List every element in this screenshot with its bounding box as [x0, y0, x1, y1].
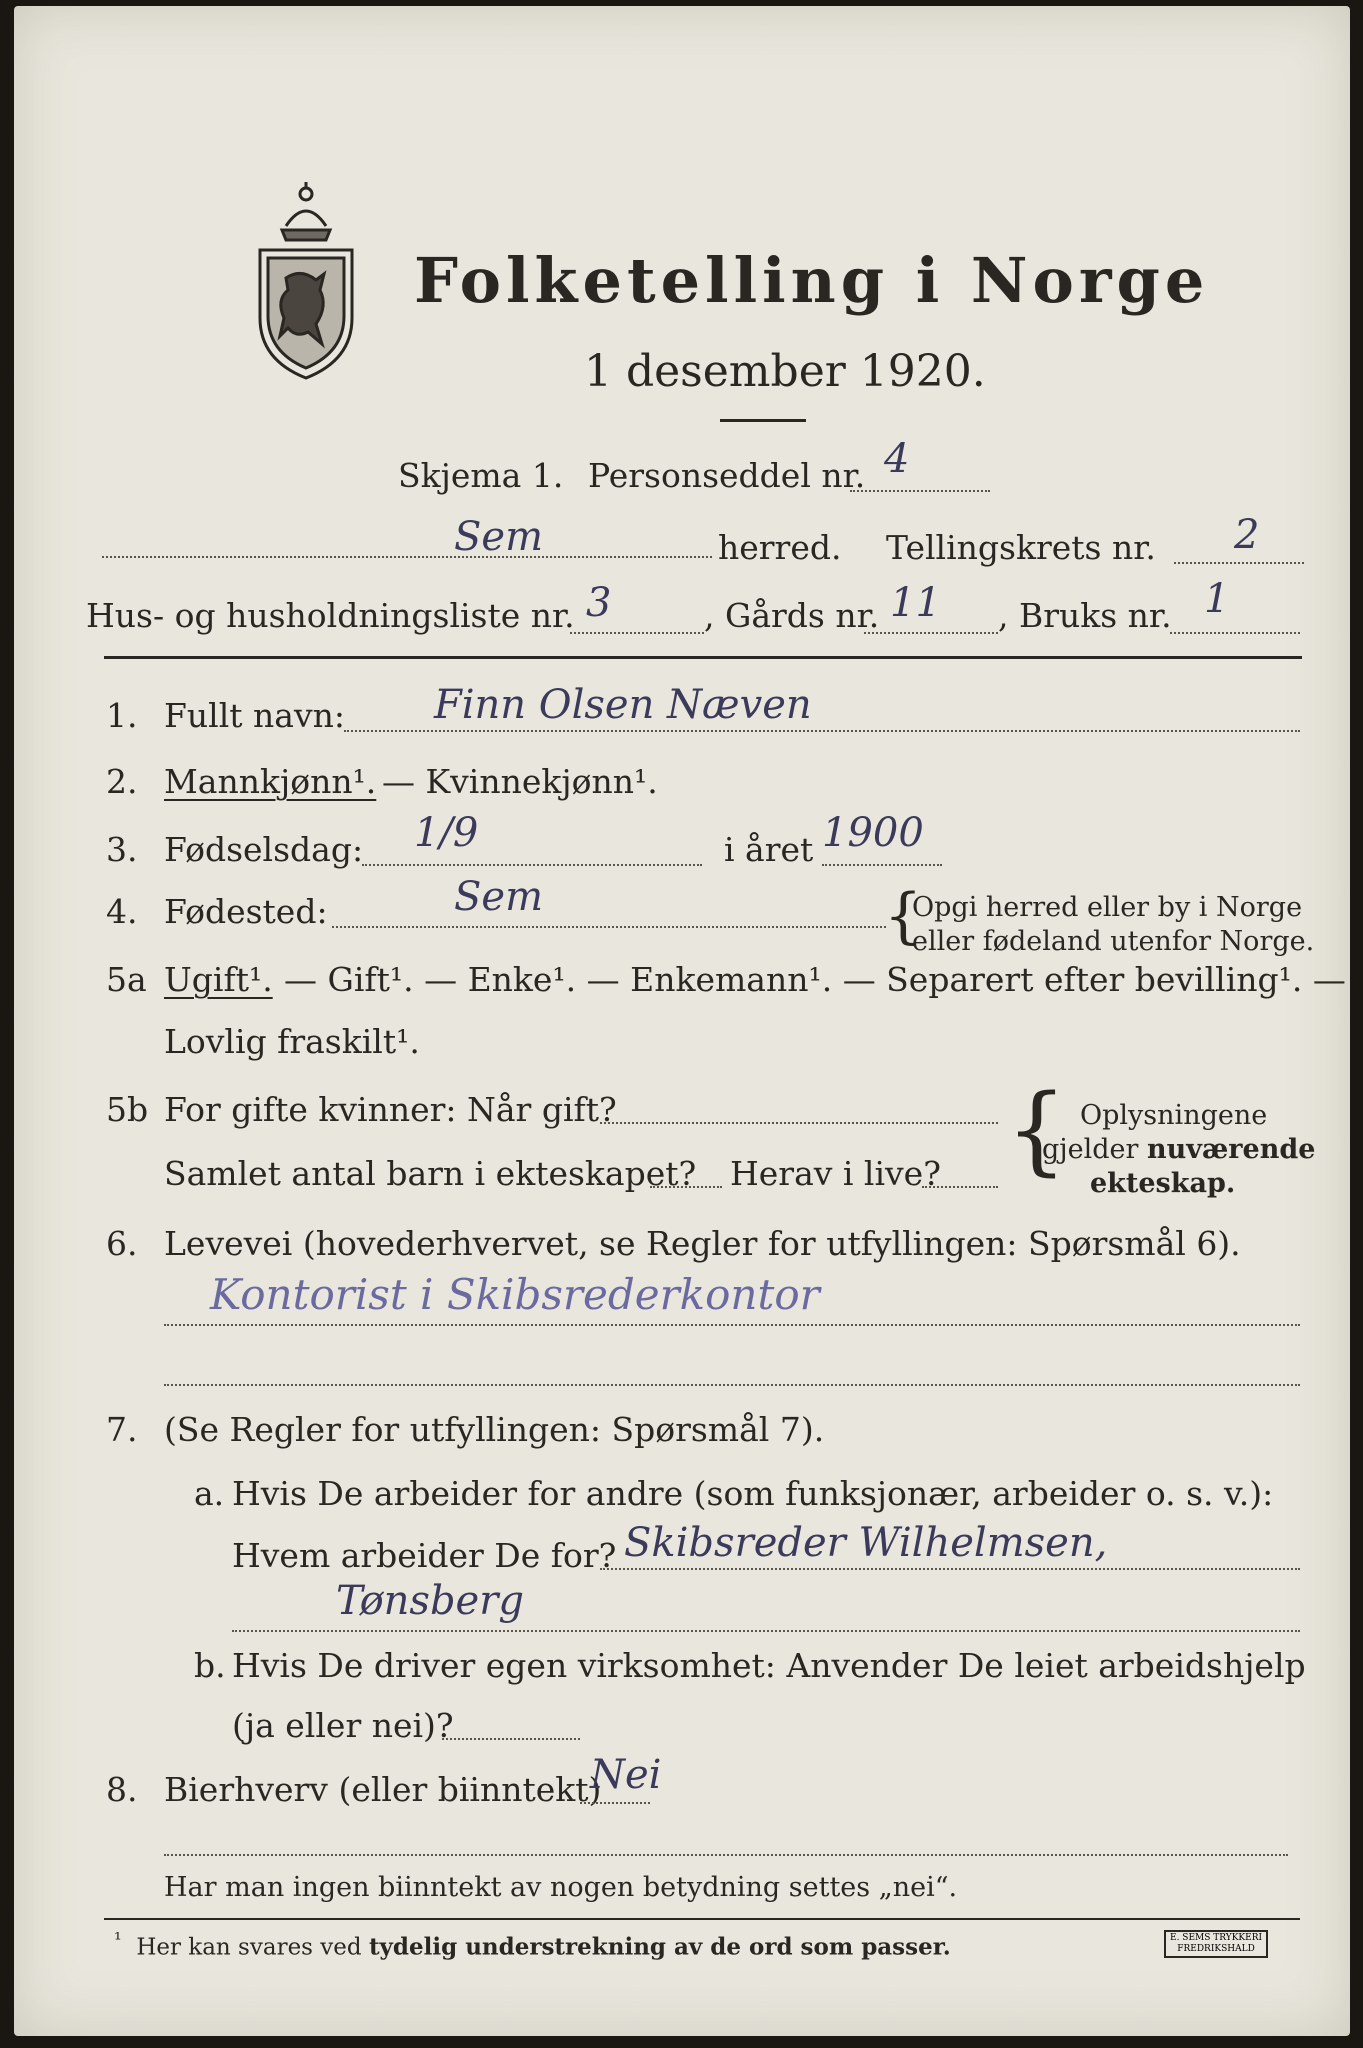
ugift-option[interactable]: Ugift¹. [164, 960, 273, 999]
tellingskrets-label: Tellingskrets nr. [886, 528, 1156, 567]
q1-label: Fullt navn: [164, 696, 345, 735]
full-name-value[interactable]: Finn Olsen Næven [434, 682, 812, 728]
form-title: Folketelling i Norge [414, 244, 1210, 317]
q7a-label: Hvis De arbeider for andre (som funksjonær, arbeider o. s. v.): [232, 1474, 1274, 1513]
marriage-note-1: Oplysningene [1080, 1100, 1268, 1131]
coat-of-arms-icon [246, 178, 366, 383]
birthplace-note-1: Opgi herred eller by i Norge [912, 892, 1303, 923]
q4-number: 4. [106, 892, 138, 931]
marriage-note-3: ekteskap. [1090, 1168, 1236, 1199]
female-option[interactable]: — Kvinnekjønn¹. [382, 762, 658, 801]
hus-label: Hus- og husholdningsliste nr. [86, 596, 575, 635]
birthplace-note-2: eller fødeland utenfor Norge. [912, 926, 1315, 957]
when-married-label: For gifte kvinner: Når gift? [164, 1090, 617, 1129]
gards-value[interactable]: 11 [890, 580, 941, 626]
employer-label: Hvem arbeider De for? [232, 1536, 617, 1575]
bruks-value[interactable]: 1 [1204, 576, 1230, 622]
title-divider [720, 419, 806, 422]
herred-label: herred. [718, 528, 842, 567]
children-count-label: Samlet antal barn i ekteskapet? [164, 1154, 697, 1193]
q8-label: Bierhverv (eller biinntekt) [164, 1770, 602, 1809]
male-option[interactable]: Mannkjønn¹. [164, 762, 377, 801]
employer-value[interactable]: Skibsreder Wilhelmsen, [624, 1520, 1108, 1566]
q3-number: 3. [106, 830, 138, 869]
year-label: i året [724, 830, 814, 869]
tellingskrets-value[interactable]: 2 [1234, 512, 1260, 558]
q1-number: 1. [106, 696, 138, 735]
header-rule [104, 656, 1302, 659]
occupation-value[interactable]: Kontorist i Skibsrederkontor [210, 1270, 820, 1319]
divorced-option[interactable]: Lovlig fraskilt¹. [164, 1022, 420, 1061]
q7a-letter: a. [194, 1474, 225, 1513]
q4-label: Fødested: [164, 892, 328, 931]
census-date: 1 desember 1920. [584, 346, 986, 397]
skjema-label: Skjema 1. [398, 456, 564, 495]
q5b-number: 5b [106, 1090, 149, 1129]
gards-label: , Gårds nr. [704, 596, 880, 635]
marriage-note-2: gjelder nuværende [1042, 1134, 1316, 1165]
q6-label: Levevei (hovederhvervet, se Regler for utfyllingen: Spørsmål 6). [164, 1224, 1241, 1263]
q6-number: 6. [106, 1224, 138, 1263]
no-income-note: Har man ingen biinntekt av nogen betydning settes „nei“. [164, 1872, 958, 1903]
q8-number: 8. [106, 1770, 138, 1809]
birth-year-value[interactable]: 1900 [822, 810, 924, 856]
personseddel-value[interactable]: 4 [884, 436, 910, 482]
printer-stamp: E. SEMS TRYKKERI FREDRIKSHALD [1164, 1930, 1268, 1958]
q7b-letter: b. [194, 1646, 226, 1685]
herred-value[interactable]: Sem [454, 514, 544, 560]
employer-location-value[interactable]: Tønsberg [336, 1578, 524, 1624]
q5a-number: 5a [106, 960, 147, 999]
census-form-sheet: Folketelling i Norge 1 desember 1920. Skjema 1. Personseddel nr. 4 Sem herred. Tellingskrets nr. 2 Hus- og husholdningsliste nr. 3 , Gårds nr. 11 , Bruks nr. 1 1. Fullt navn: Finn Olsen Næven 2. Mannkjønn¹. — Kvinnekjønn¹. 3. Fødselsdag: 1/9 i året 1900 4. Fødested: Sem { Opgi herred eller by i Norge eller fødeland utenfor Norge. 5a Ugift¹. — Gift¹. — Enke¹. — Enkemann¹. — Separert efter bevilling¹. — Lovlig fraskilt¹. 5b For gifte kvinner: Når gift? Samlet antal barn i ekteskapet? Herav i live? { Oplysningene gjelder nuværende ekteskap. 6. Levevei (hovederhvervet, se Regler for utfyllingen: Spørsmål 6). Kontorist i Skibsrederkontor 7. (Se Regler for utfyllingen: Spørsmål 7). a. Hvis De arbeider for andre (som funksjonær, arbeider o. s. v.): Hvem arbeider De for? Skibsreder Wilhelmsen, Tønsberg b. Hvis De driver egen virksomhet: Anvender De leiet arbeidshjelp (ja eller nei)? 8. Bierhverv (eller biinntekt) Nei Har man ingen biinntekt av nogen betydning settes „nei“. $^{^1}$ Her kan svares ved tydelig understrekning av de ord som passer. E. SEMS TRYKKERI FREDRIKSHALD [14, 6, 1350, 2036]
side-income-value[interactable]: Nei [590, 1752, 662, 1798]
personseddel-label: Personseddel nr. [588, 456, 866, 495]
footer-rule [104, 1918, 1300, 1920]
marital-options[interactable]: — Gift¹. — Enke¹. — Enkemann¹. — Separert efter bevilling¹. — [284, 960, 1346, 999]
hus-value[interactable]: 3 [586, 580, 612, 626]
q7b-label: Hvis De driver egen virksomhet: Anvender De leiet arbeidshjelp [232, 1646, 1306, 1685]
footnote: $^{^1}$ Her kan svares ved tydelig understrekning av de ord som passer. [114, 1928, 951, 1961]
alive-label: Herav i live? [730, 1154, 941, 1193]
q7-label: (Se Regler for utfyllingen: Spørsmål 7). [164, 1410, 825, 1449]
birthday-value[interactable]: 1/9 [414, 810, 479, 856]
q2-number: 2. [106, 762, 138, 801]
q3-label: Fødselsdag: [164, 830, 364, 869]
birthplace-value[interactable]: Sem [454, 874, 544, 920]
q7-number: 7. [106, 1410, 138, 1449]
bruks-label: , Bruks nr. [998, 596, 1172, 635]
hired-help-label: (ja eller nei)? [232, 1706, 454, 1745]
